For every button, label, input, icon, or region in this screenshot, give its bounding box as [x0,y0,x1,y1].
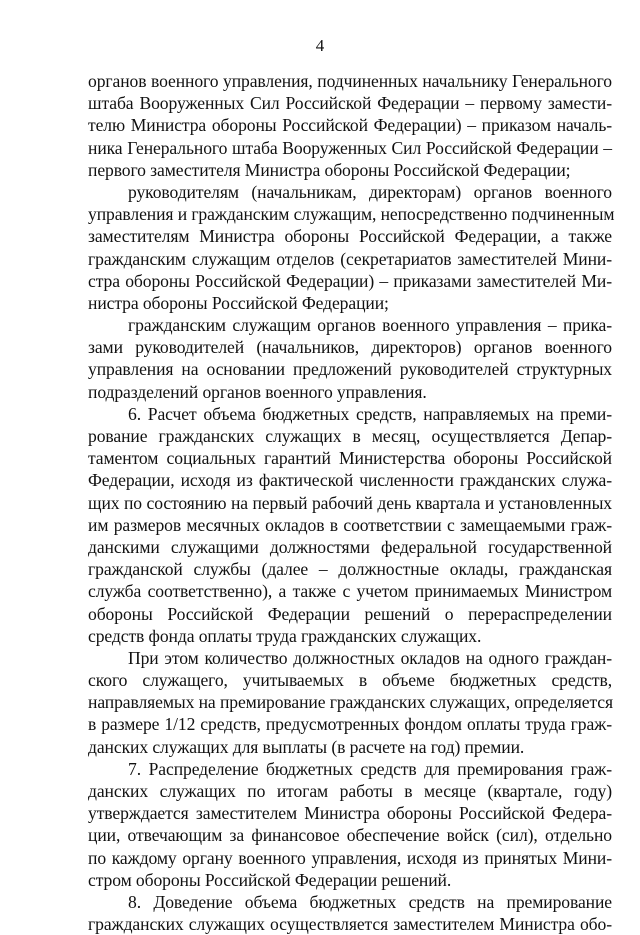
text-line: средств фонда оплаты труда гражданских служащих. [88,625,482,646]
text-line: подразделений органов военного управления. [88,381,427,402]
text-line: Федерации, исходя из фактической численности гражданских служа- [88,470,612,491]
text-line: рование гражданских служащих в месяц, осуществляется Депар- [88,426,612,446]
text-line: гражданских служащих осуществляется заместителем Министра обо- [88,914,612,935]
text-line: служба соответственно), а также с учетом принимаемых Министром [88,581,612,602]
text-line: руководителям (начальникам, директорам) органов военного [128,181,612,202]
text-line: гражданским служащим органов военного управления – прика- [128,315,612,336]
text-line: управления на основании предложений руководителей структурных [88,359,612,380]
text-line: ника Генерального штаба Вооруженных Сил Российской Федерации – [88,137,612,158]
text-line: стра обороны Российской Федерации) – приказами заместителей Ми- [88,270,612,291]
text-line: штаба Вооруженных Сил Российской Федерации – первому замести- [88,93,612,114]
text-line: им размеров месячных окладов в соответствии с замещаемыми граж- [88,514,612,535]
text-line: заместителям Министра обороны Российской Федерации, а также [88,226,612,247]
text-line: стром обороны Российской Федерации решений. [88,869,452,890]
page-number: 4 [315,36,325,55]
text-line: 8. Доведение объема бюджетных средств на премирование [128,891,612,912]
text-line: ции, отвечающим за финансовое обеспечение войск (сил), отдельно [88,825,612,846]
text-line: зами руководителей (начальников, директоров) органов военного [88,337,612,358]
text-line: 7. Распределение бюджетных средств для премирования граж- [128,758,612,779]
text-line: гражданским служащим отделов (секретариатов заместителей Мини- [88,248,612,269]
text-line: управления и гражданским служащим, непосредственно подчиненным [88,204,615,225]
text-line: первого заместителя Министра обороны Российской Федерации; [88,159,571,180]
text-line: данских служащих для выплаты (в расчете на год) премии. [88,736,525,757]
text-line: в размере 1/12 средств, предусмотренных фондом оплаты труда граж- [88,714,612,735]
text-line: таментом социальных гарантий Министерства обороны Российской [88,448,612,469]
text-line: органов военного управления, подчиненных начальнику Генерального [88,71,612,91]
text-line: 6. Расчет объема бюджетных средств, направляемых на преми- [128,403,612,424]
document-body [88,70,615,935]
text-line: по каждому органу военного управления, исходя из принятых Мини- [88,847,612,868]
text-line: утверждается заместителем Министра обороны Российской Федера- [88,803,612,824]
text-line: щих по состоянию на первый рабочий день квартала и установленных [88,492,612,513]
text-line: обороны Российской Федерации решений о перераспределении [88,603,612,624]
text-line: гражданской службы (далее – должностные оклады, гражданская [88,559,612,580]
text-line: направляемых на премирование гражданских служащих, определяется [88,692,613,713]
text-line: При этом количество должностных окладов на одного граждан- [128,647,612,668]
text-line: ского служащего, учитываемых в объеме бюджетных средств, [88,670,612,691]
text-line: данских служащих по итогам работы в месяце (квартале, году) [88,781,612,801]
text-line: нистра обороны Российской Федерации; [88,292,389,313]
text-line: телю Министра обороны Российской Федерации) – приказом началь- [88,115,612,136]
text-line: данскими служащими должностями федеральной государственной [88,536,612,557]
